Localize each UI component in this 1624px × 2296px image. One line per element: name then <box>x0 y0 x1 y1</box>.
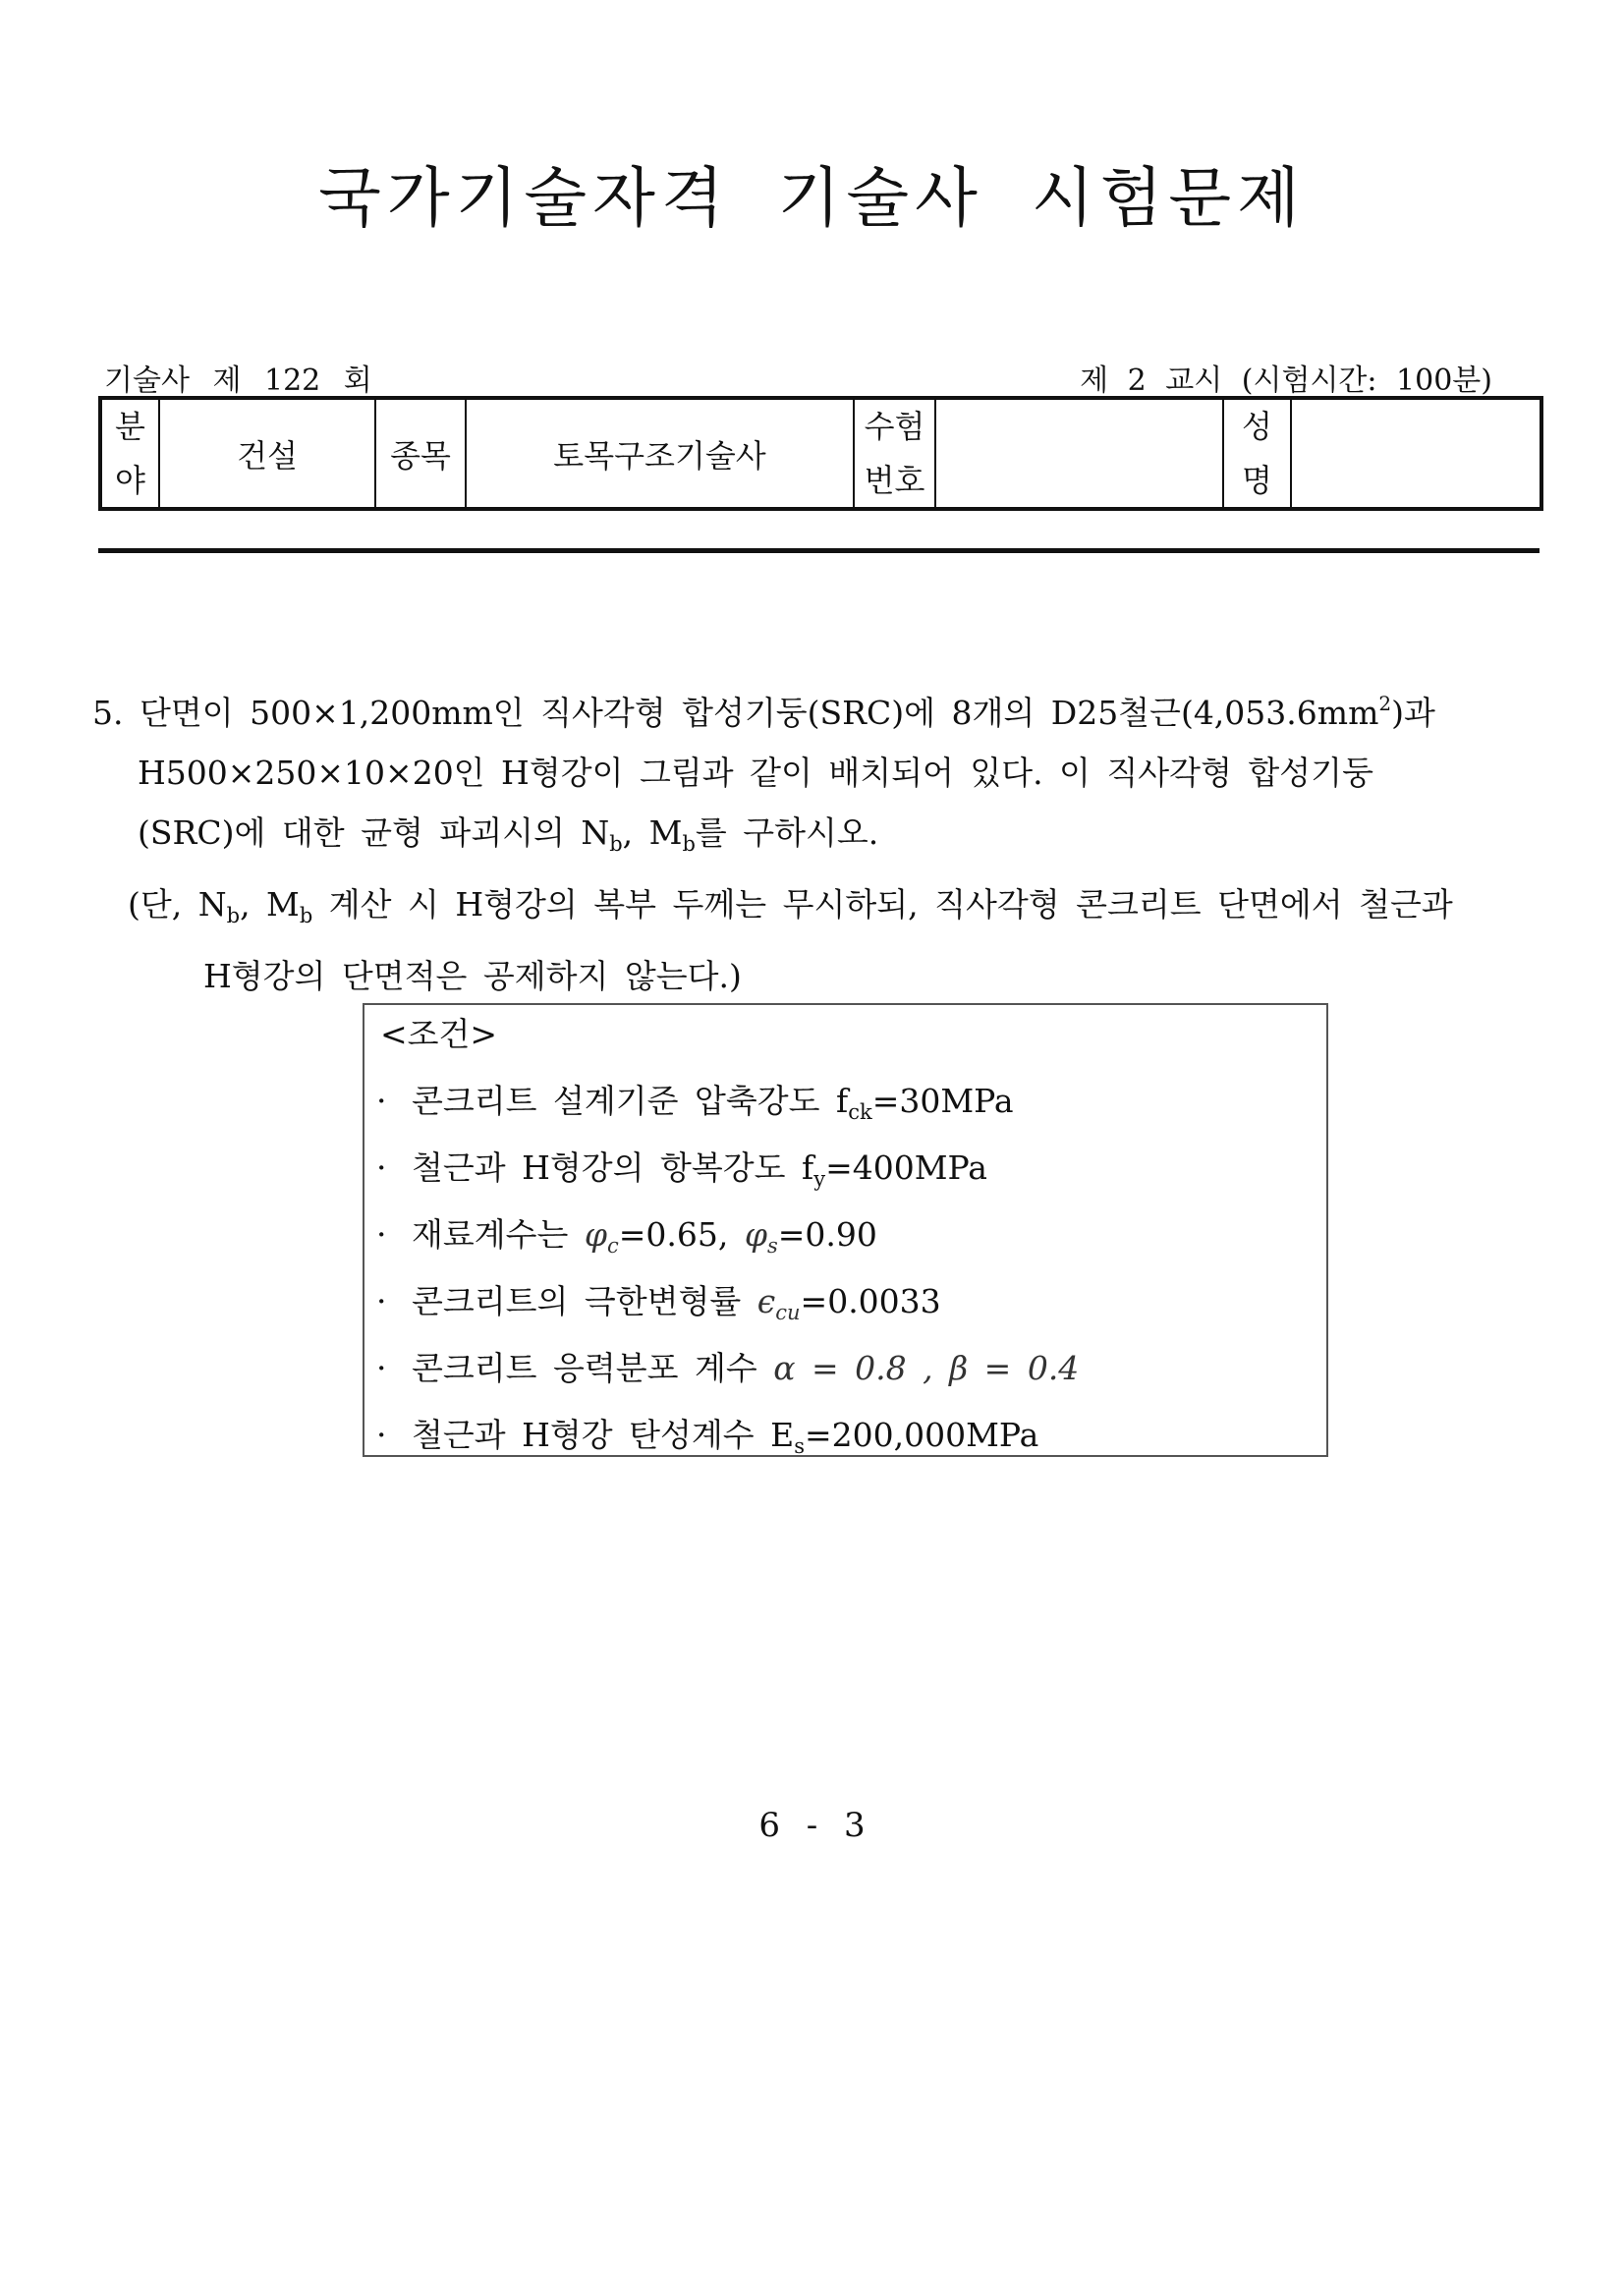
condition-yield-strength: · 철근과 H형강의 항복강도 $f_y=400MPa$ <box>376 1148 987 1191</box>
category-value: 토목구조기술사 <box>466 398 854 509</box>
question-line-1: 5. 단면이 500×1,200mm인 직사각형 합성기둥(SRC)에 8개의 D25철근$(4,053.6mm^2)$과 <box>92 692 1435 732</box>
exam-number-field[interactable] <box>935 398 1223 509</box>
exam-number-label: 수험 번호 <box>854 398 935 509</box>
exam-round: 기술사 제 122 회 <box>104 364 372 398</box>
condition-ultimate-strain: · 콘크리트의 극한변형률 $\epsilon_{cu}=0.0033$ <box>376 1282 941 1324</box>
conditions-box <box>363 1003 1328 1457</box>
question-note-1: (단, $N_b$, $M_b$ 계산 시 H형강의 복부 두께는 무시하되, 직사각형 콘크리트 단면에서 철근과 <box>128 885 1453 927</box>
condition-stress-block-factors: · 콘크리트 응력분포 계수 α = 0.8 , β = 0.4 <box>376 1349 1080 1387</box>
name-field[interactable] <box>1291 398 1541 509</box>
condition-elastic-modulus: · 철근과 H형강 탄성계수 $E_s=200,000MPa$ <box>376 1416 1039 1458</box>
category-label: 종목 <box>375 398 466 509</box>
exam-session: 제 2 교시 (시험시간: 100분) <box>1080 364 1492 398</box>
question-line-3: (SRC)에 대한 균형 파괴시의 $N_b$, $M_b$를 구하시오. <box>138 813 879 856</box>
condition-material-factors: · 재료계수는 $\varphi_c=0.65$, $\varphi_s=0.90$ <box>376 1215 877 1258</box>
name-label: 성 명 <box>1223 398 1291 509</box>
header-divider <box>98 548 1540 553</box>
exam-info-table <box>98 396 1543 511</box>
conditions-title: <조건> <box>380 1015 498 1053</box>
exam-title: 국가기술자격 기술사 시험문제 <box>318 160 1306 236</box>
conditions-list <box>376 1068 1079 1469</box>
field-value: 건설 <box>159 398 375 509</box>
page-number: 6 - 3 <box>758 1806 866 1845</box>
question-note-2: H형강의 단면적은 공제하지 않는다.) <box>203 957 742 995</box>
condition-concrete-strength: · 콘크리트 설계기준 압축강도 $f_{ck}=30MPa$ <box>376 1082 1014 1124</box>
question-5 <box>92 674 1546 1006</box>
question-line-2: H500×250×10×20인 H형강이 그림과 같이 배치되어 있다. 이 직사각형 합성기둥 <box>138 754 1373 792</box>
field-label: 분 야 <box>100 398 159 509</box>
